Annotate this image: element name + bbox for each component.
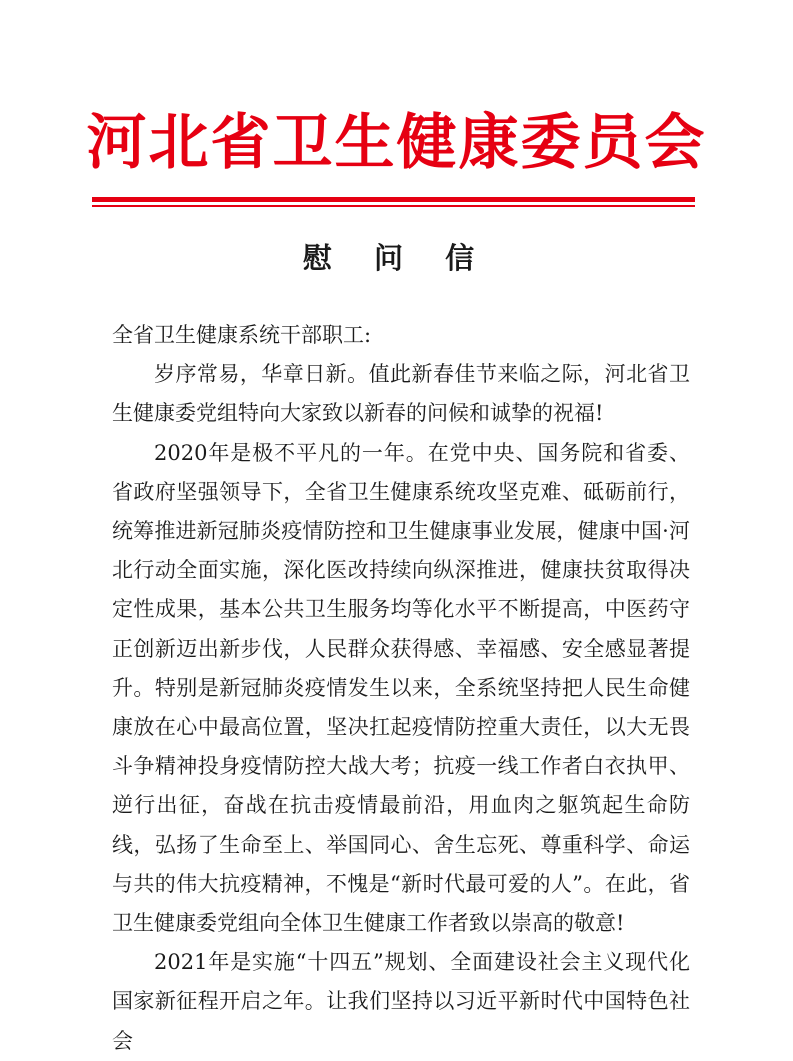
letterhead-rule-thin bbox=[92, 205, 695, 207]
document-title: 慰 问 信 bbox=[302, 241, 491, 275]
letter-paragraph: 2021年是实施“十四五”规划、全面建设社会主义现代化国家新征程开启之年。让我们坚持以习近平新时代中国特色社会 bbox=[112, 950, 690, 1053]
letterhead-org-name: 河北省卫生健康委员会 bbox=[86, 108, 707, 178]
letterhead-rule-thick bbox=[92, 197, 695, 202]
letter-salutation: 全省卫生健康系统干部职工: bbox=[112, 323, 372, 347]
letter-paragraph: 2020年是极不平凡的一年。在党中央、国务院和省委、省政府坚强领导下，全省卫生健康系统攻坚克难、砥砺前行，统筹推进新冠肺炎疫情防控和卫生健康事业发展，健康中国·河北行动全面实施，深化医改持续向纵深推进，健康扶贫取得决定性成果，基本公共卫生服务均等化水平不断提高，中医药守正创新迈出新步伐，人民群众获得感、幸福感、安全感显著提升。特别是新冠肺炎疫情发生以来，全系统坚持把人民生命健康放在心中最高位置，坚决扛起疫情防控重大责任，以大无畏斗争精神投身疫情防控大战大考；抗疫一线工作者白衣执甲、逆行出征，奋战在抗击疫情最前沿，用血肉之躯筑起生命防线，弘扬了生命至上、举国同心、舍生忘死、尊重科学、命运与共的伟大抗疫精神，不愧是“新时代最可爱的人”。在此，省卫生健康委党组向全体卫生健康工作者致以崇高的敬意! bbox=[112, 440, 690, 936]
letter-body bbox=[112, 316, 690, 1061]
letter-paragraph: 岁序常易，华章日新。值此新春佳节来临之际，河北省卫生健康委党组特向大家致以新春的问候和诚挚的祝福! bbox=[112, 362, 690, 426]
